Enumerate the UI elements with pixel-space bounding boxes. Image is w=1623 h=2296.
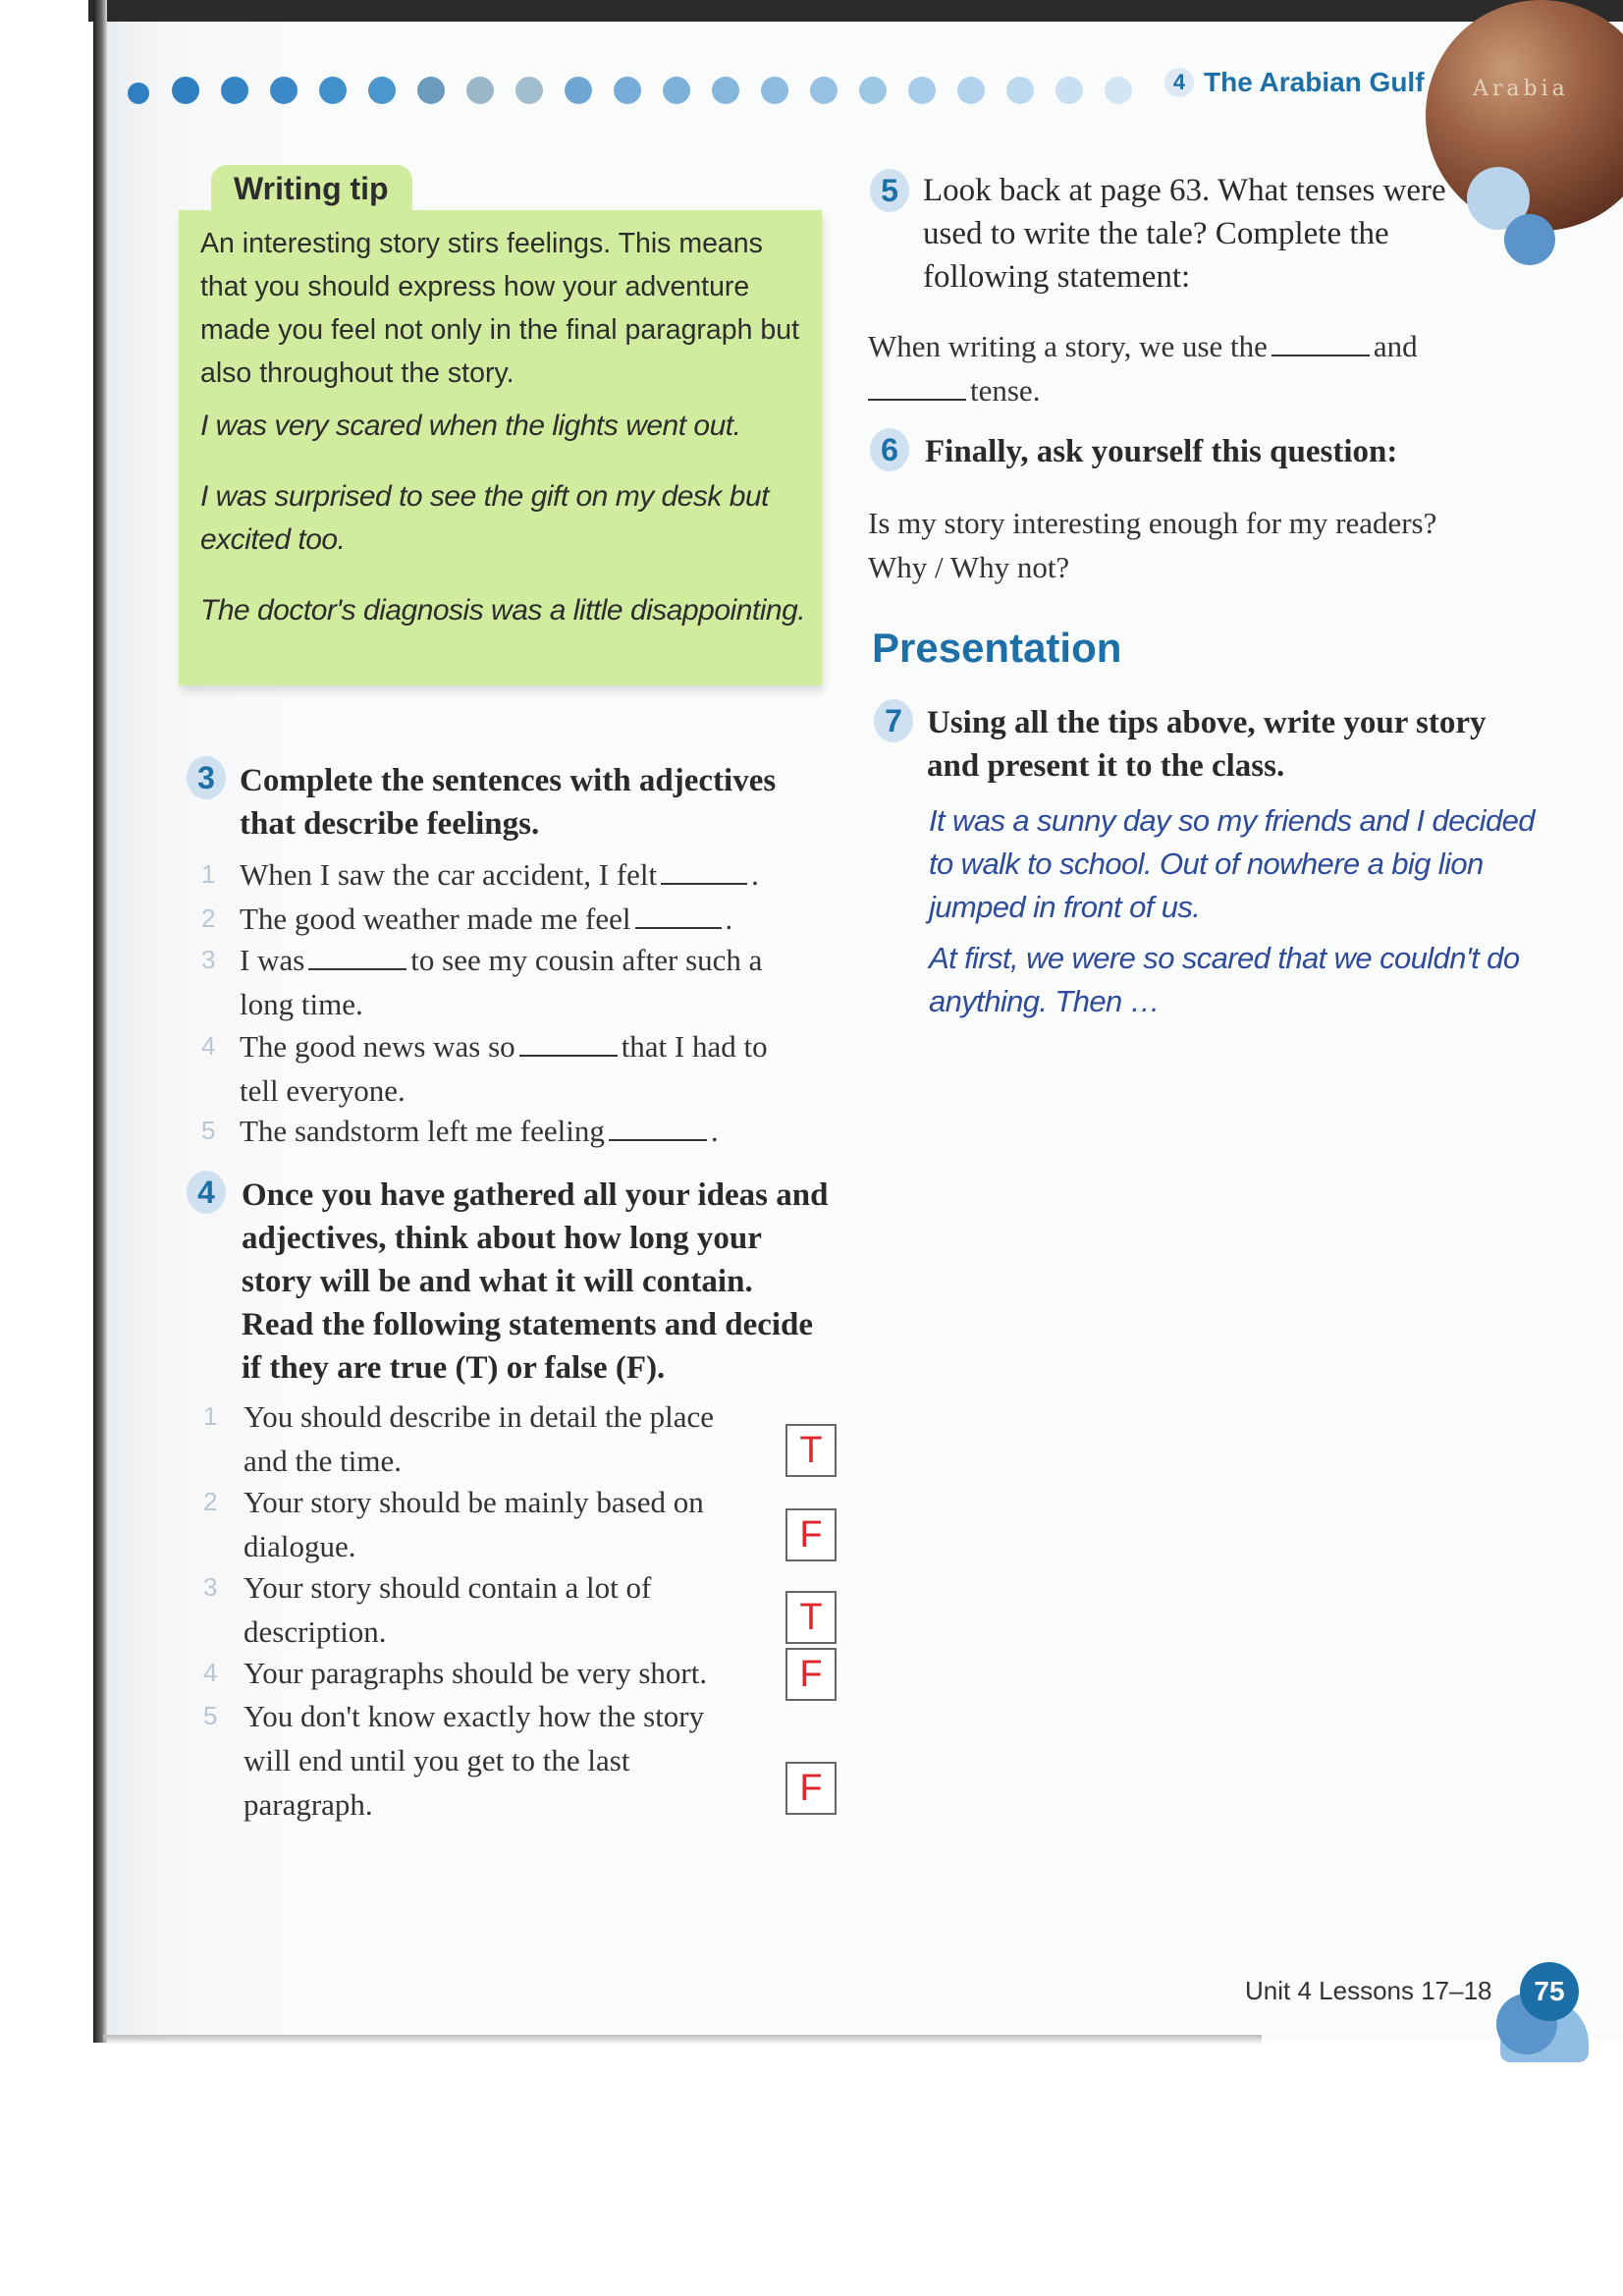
sentence-text: . [710,1114,719,1148]
exercise-6-question: Is my story interesting enough for my readers? [868,506,1437,540]
header-dot [957,77,985,104]
unit-title: The Arabian Gulf [1204,67,1425,97]
statement-text: You should describe in detail the place [243,1399,714,1434]
item-number: 4 [201,1031,216,1061]
header-dot [712,77,739,104]
header-dot [319,77,347,104]
true-false-answer-box[interactable]: F [785,1648,837,1701]
item-number: 1 [203,1401,218,1431]
statement-text: Your story should contain a lot of [243,1570,652,1605]
statement-text: You don't know exactly how the story [243,1699,705,1733]
statement-text: and the time. [243,1444,402,1478]
header-dot [565,77,592,104]
sentence-text: The good news was so [240,1029,515,1064]
item-number: 5 [203,1701,218,1730]
exercise-number-badge: 6 [870,428,909,471]
item-number: 5 [201,1116,216,1145]
sentence-text: When I saw the car accident, I felt [240,857,658,892]
scan-margin [0,0,88,2296]
header-dot [614,77,641,104]
header-dot [172,77,199,104]
exercise-5-statement [868,324,1418,368]
lesson-footer: Unit 4 Lessons 17–18 [1245,1976,1492,2005]
exercise-3-instruction: Complete the sentences with adjectives that describe feelings. [240,763,777,842]
exercise-3-item [240,852,759,897]
exercise-5-instruction: Look back at page 63. What tenses were used to write the tale? Complete the following statement: [923,173,1446,295]
answer-blank[interactable] [661,857,747,885]
tip-example: I was very scared when the lights went out. [200,410,741,442]
example-story-paragraph: It was a sunny day so my friends and I decided to walk to school. Out of nowhere a big lion jumped in front of us. [929,803,1535,924]
writing-tip-label: Writing tip [234,171,389,206]
decor-bubble [1504,214,1555,265]
exercise-6-instruction: Finally, ask yourself this question: [925,434,1398,469]
statement-text: description. [243,1614,387,1649]
statement-text: dialogue. [243,1529,356,1563]
statement-text: Your paragraphs should be very short. [243,1656,708,1690]
header-dot [128,82,149,104]
exercise-3-item [240,1109,719,1153]
writing-tip-tab [211,165,412,216]
sentence-continuation: long time. [240,987,363,1021]
header-dot [466,77,494,104]
exercise-number-badge: 4 [187,1171,226,1214]
true-false-answer-box[interactable]: F [785,1762,837,1815]
tip-example: The doctor's diagnosis was a little disappointing. [200,594,806,627]
sentence-text: The sandstorm left me feeling [240,1114,605,1148]
scan-top-edge [0,0,1623,22]
statement-text: paragraph. [243,1787,373,1822]
page-bottom-shadow [103,2035,1262,2045]
sentence-text: that I had to [621,1029,768,1064]
exercise-6-question: Why / Why not? [868,550,1070,584]
item-number: 4 [203,1658,218,1687]
header-dot [417,77,445,104]
globe-label: Arabia [1473,77,1569,101]
statement-text: tense. [970,373,1041,408]
page-spine-shadow [93,0,107,2043]
answer-blank[interactable] [609,1114,707,1141]
header-dot [810,77,838,104]
exercise-3-item [240,938,762,982]
header-dot [908,77,936,104]
statement-text: will end until you get to the last [243,1743,630,1777]
header-dot-strip [128,77,1188,112]
exercise-number-badge: 7 [874,699,913,742]
header-dot [859,77,887,104]
sentence-text: . [751,857,759,892]
header-dot [1055,77,1083,104]
answer-blank[interactable] [519,1029,618,1057]
answer-blank[interactable] [1271,329,1370,356]
writing-tip-box [179,210,822,685]
page-number: 75 [1520,1962,1579,2021]
header-dot [761,77,788,104]
item-number: 3 [201,945,216,974]
answer-blank[interactable] [635,902,722,929]
header-dot [221,77,248,104]
sentence-text: . [725,902,733,936]
true-false-answer-box[interactable]: T [785,1591,837,1644]
item-number: 1 [201,859,216,889]
tip-example: I was surprised to see the gift on my desk but excited too. [200,480,769,556]
exercise-3-item [240,897,732,941]
exercise-number-badge: 5 [870,169,909,212]
exercise-number-badge: 3 [187,756,226,799]
sentence-text: The good weather made me feel [240,902,631,936]
true-false-answer-box[interactable]: T [785,1424,837,1477]
header-dot [663,77,690,104]
header-dot [1006,77,1034,104]
item-number: 2 [203,1487,218,1516]
example-story-paragraph: At first, we were so scared that we couldn't do anything. Then … [929,941,1520,1018]
unit-number-badge: 4 [1164,68,1194,97]
exercise-3-item [240,1024,768,1068]
unit-header [1164,67,1425,98]
sentence-text: to see my cousin after such a [410,943,763,977]
true-false-answer-box[interactable]: F [785,1508,837,1561]
header-dot [515,77,543,104]
item-number: 2 [201,903,216,933]
statement-text: Your story should be mainly based on [243,1485,704,1519]
header-dot [1105,77,1132,104]
header-dot [270,77,298,104]
sentence-text: I was [240,943,305,977]
presentation-heading: Presentation [872,625,1122,671]
item-number: 3 [203,1572,218,1602]
answer-blank[interactable] [868,373,966,401]
exercise-7-instruction: Using all the tips above, write your story and present it to the class. [927,705,1487,784]
exercise-4-instruction: Once you have gathered all your ideas and adjectives, think about how long your story will be and what it will contain. Read the following statements and decide if they are true (T) or false (F). [242,1177,829,1386]
writing-tip-body: An interesting story stirs feelings. This means that you should express how your adventure made you feel not only in the final paragraph but also throughout the story. [200,228,799,389]
statement-text: When writing a story, we use the [868,329,1268,363]
sentence-continuation: tell everyone. [240,1073,406,1108]
exercise-5-statement-cont [868,368,1040,412]
statement-text: and [1373,329,1418,363]
header-dot [368,77,396,104]
answer-blank[interactable] [308,943,406,970]
